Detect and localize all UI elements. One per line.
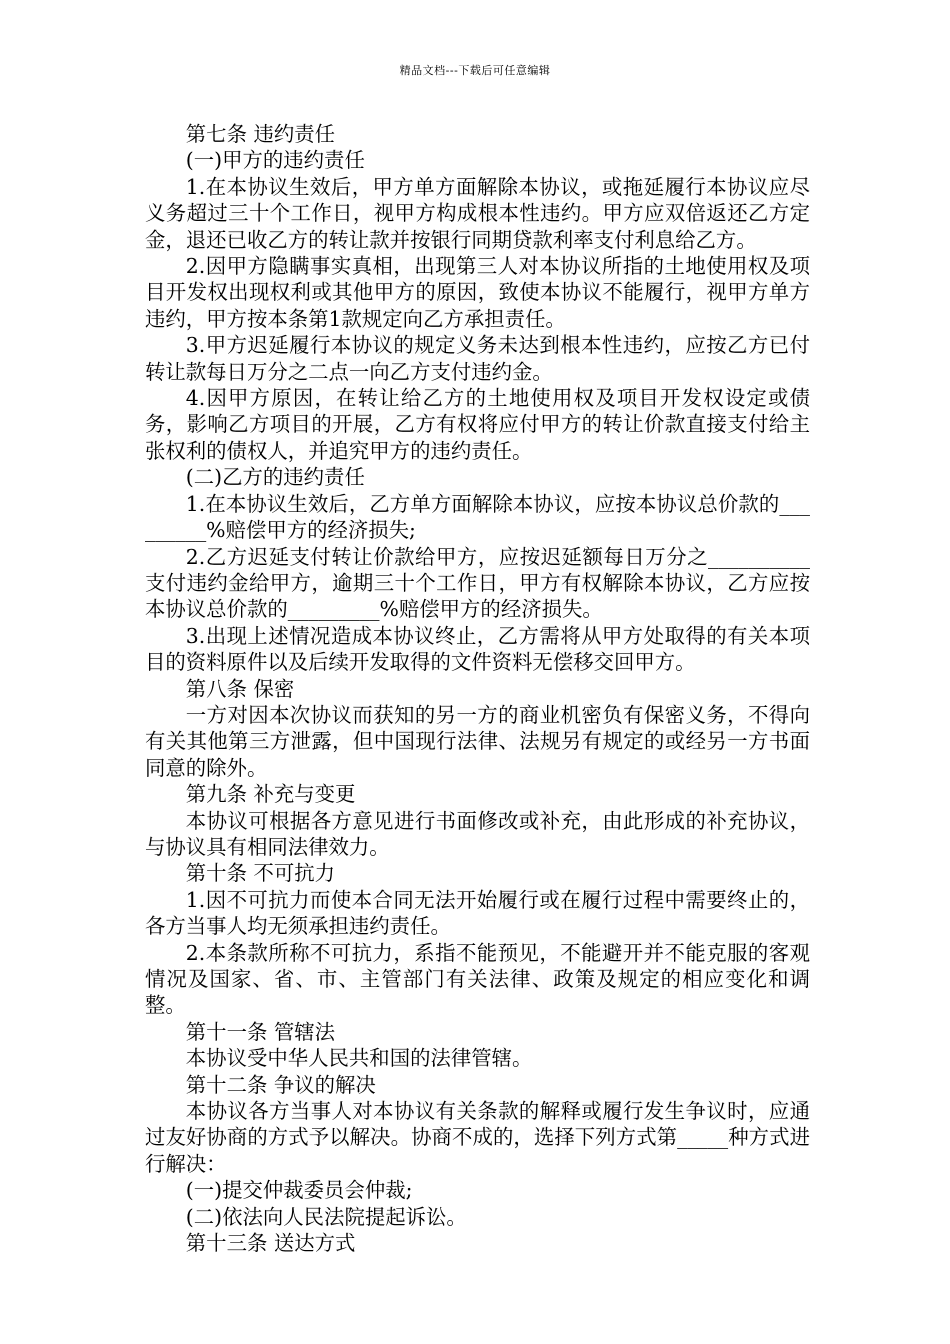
paragraph: 本协议受中华人民共和国的法律管辖。 — [185, 1046, 533, 1071]
paragraph: 本协议各方当事人对本协议有关条款的解释或履行发生争议时，应通过友好协商的方式予以解决。协商不成的，选择下列方式第_____种方式进行解决： — [145, 1099, 810, 1176]
document-body — [145, 121, 810, 1256]
paragraph: 一方对因本次协议而获知的另一方的商业机密负有保密义务，不得向有关其他第三方泄露，但中国现行法律、法规另有规定的或经另一方书面同意的除外。 — [145, 702, 810, 780]
article-9-heading: 第九条 补充与变更 — [185, 782, 356, 807]
paragraph: 2.因甲方隐瞒事实真相，出现第三人对本协议所指的土地使用权及项目开发权出现权利或其他甲方的原因，致使本协议不能履行，视甲方单方违约，甲方按本条第1款规定向乙方承担责任。 — [145, 254, 810, 331]
paragraph: 1.在本协议生效后，乙方单方面解除本协议，应按本协议总价款的_________%赔偿甲方的经济损失; — [145, 491, 810, 543]
article-12-heading: 第十二条 争议的解决 — [185, 1072, 376, 1097]
article-13-heading: 第十三条 送达方式 — [185, 1231, 356, 1256]
paragraph: 4.因甲方原因，在转让给乙方的土地使用权及项目开发权设定或债务，影响乙方项目的开展，乙方有权将应付甲方的转让价款直接支付给主张权利的债权人，并追究甲方的违约责任。 — [145, 386, 810, 463]
article-10-heading: 第十条 不可抗力 — [185, 861, 336, 886]
paragraph: 2.乙方迟延支付转让价款给甲方，应按迟延额每日万分之__________支付违约金给甲方，逾期三十个工作日，甲方有权解除本协议，乙方应按本协议总价款的_________%赔偿甲方的经济损失。 — [145, 544, 810, 622]
section-party-a-liability-heading: (一)甲方的违约责任 — [185, 148, 365, 173]
paragraph: 3.出现上述情况造成本协议终止，乙方需将从甲方处取得的有关本项目的资料原件以及后续开发取得的文件资料无偿移交回甲方。 — [145, 623, 810, 675]
paragraph: 3.甲方迟延履行本协议的规定义务未达到根本性违约，应按乙方已付转让款每日万分之二点一向乙方支付违约金。 — [145, 333, 810, 384]
paragraph: 本协议可根据各方意见进行书面修改或补充，由此形成的补充协议，与协议具有相同法律效力。 — [145, 808, 810, 859]
article-8-heading: 第八条 保密 — [185, 676, 295, 701]
list-item: (二)依法向人民法院提起诉讼。 — [185, 1204, 467, 1229]
paragraph: 1.因不可抗力而使本合同无法开始履行或在履行过程中需要终止的，各方当事人均无须承担违约责任。 — [145, 887, 810, 939]
page-header: 精品文档---下载后可任意编辑 — [399, 64, 551, 77]
article-7-heading: 第七条 违约责任 — [185, 122, 336, 146]
paragraph: 2.本条款所称不可抗力，系指不能预见，不能避开并不能克服的客观情况及国家、省、市、主管部门有关法律、政策及规定的相应变化和调整。 — [145, 940, 810, 1018]
section-party-b-liability-heading: (二)乙方的违约责任 — [185, 465, 365, 490]
article-11-heading: 第十一条 管辖法 — [185, 1019, 336, 1044]
paragraph: 1.在本协议生效后，甲方单方面解除本协议，或拖延履行本协议应尽义务超过三十个工作日，视甲方构成根本性违约。甲方应双倍返还乙方定金，退还已收乙方的转让款并按银行同期贷款利率支付利息给乙方。 — [145, 174, 810, 252]
list-item: (一)提交仲裁委员会仲裁; — [185, 1178, 413, 1203]
